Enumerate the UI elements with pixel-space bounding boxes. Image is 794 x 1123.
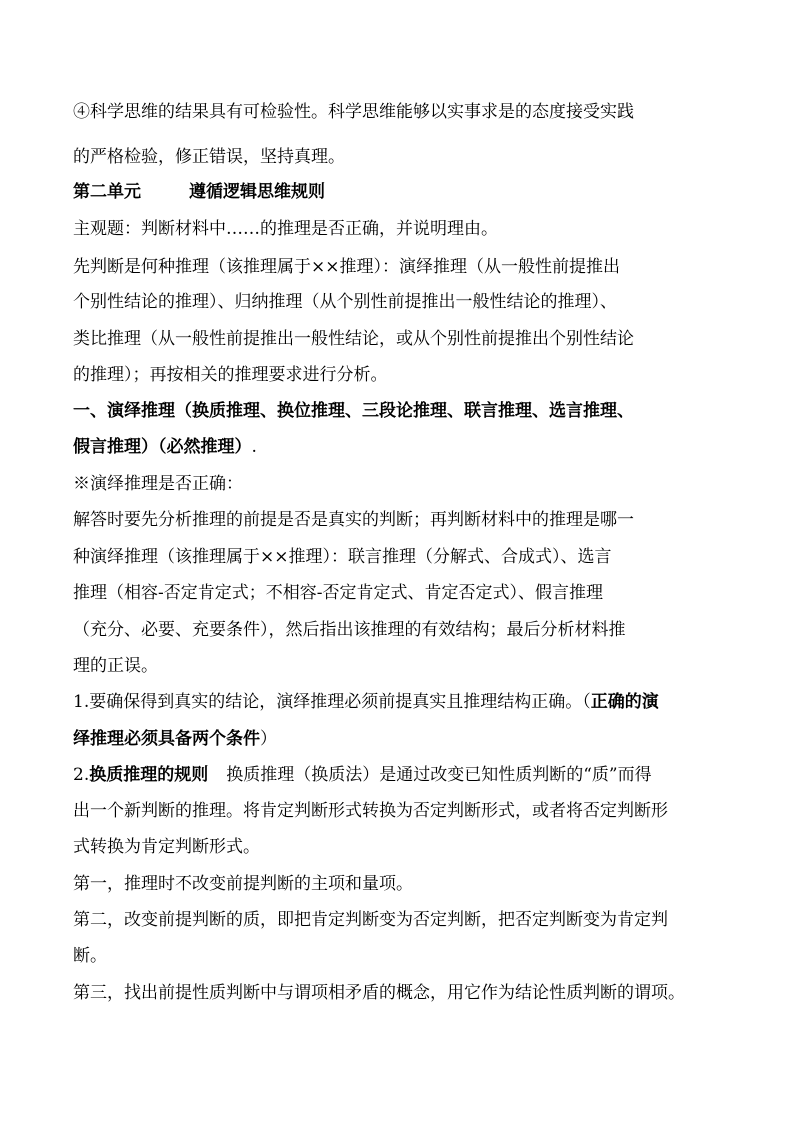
item-2-line: 出一个新判断的推理。将肯定判断形式转换为否定判断形式，或者将否定判断形	[73, 801, 668, 821]
item-2-number: 2.	[73, 765, 90, 785]
method-line: 类比推理（从一般性前提推出一般性结论，或从个别性前提推出个别性结论	[73, 329, 634, 349]
paragraph-line: 的严格检验，修正错误，坚持真理。	[73, 147, 345, 167]
item-2-line: 式转换为肯定判断形式。	[73, 837, 260, 857]
paragraph-line: ④科学思维的结果具有可检验性。科学思维能够以实事求是的态度接受实践	[73, 102, 634, 122]
item-1-line	[73, 727, 733, 751]
item-1-line	[73, 690, 733, 714]
item-1-bold: 绎推理必须具备两个条件	[73, 729, 260, 749]
rule-line: 断。	[73, 946, 107, 966]
question-line: 主观题：判断材料中……的推理是否正确，并说明理由。	[73, 219, 498, 239]
rule-line: 第三，找出前提性质判断中与谓项相矛盾的概念，用它作为结论性质判断的谓项。	[73, 983, 685, 1003]
note-line: 理的正误。	[73, 656, 158, 676]
note-line: （充分、必要、充要条件），然后指出该推理的有效结构；最后分析材料推	[73, 620, 626, 640]
note-line: 种演绎推理（该推理属于××推理）：联言推理（分解式、合成式）、选言	[73, 547, 612, 567]
note-title: ※演绎推理是否正确：	[73, 474, 243, 494]
method-line: 的推理）；再按相关的推理要求进行分析。	[73, 365, 388, 385]
section-heading-tail: .	[251, 437, 257, 457]
unit-heading	[73, 180, 733, 204]
note-line: 解答时要先分析推理的前提是否是真实的判断；再判断材料中的推理是哪一	[73, 510, 634, 530]
rule-line: 第一，推理时不改变前提判断的主项和量项。	[73, 874, 413, 894]
section-heading-bold: 假言推理）（必然推理）	[73, 437, 252, 457]
item-1-text: 1.要确保得到真实的结论，演绎推理必须前提真实且推理结构正确。（	[73, 692, 591, 712]
section-heading	[73, 435, 733, 459]
method-line: 先判断是何种推理（该推理属于××推理）：演绎推理（从一般性前提推出	[73, 257, 620, 277]
item-2-heading: 换质推理的规则	[89, 765, 209, 785]
method-line: 个别性结论的推理）、归纳推理（从个别性前提推出一般性结论的推理）、	[73, 292, 617, 312]
rule-line: 第二，改变前提判断的质，即把肯定判断变为否定判断，把否定判断变为肯定判	[73, 910, 668, 930]
item-1-bold: 正确的演	[590, 692, 659, 712]
note-line: 推理（相容-否定肯定式；不相容-否定肯定式、肯定否定式）、假言推理	[73, 583, 603, 603]
item-2-line	[73, 763, 733, 787]
unit-title: 遵循逻辑思维规则	[189, 182, 325, 202]
section-heading: 一、演绎推理（换质推理、换位推理、三段论推理、联言推理、选言推理、	[73, 401, 634, 421]
item-2-text: 换质推理（换质法）是通过改变已知性质判断的“质”而得	[226, 765, 652, 785]
unit-number: 第二单元	[73, 182, 141, 202]
item-1-tail: ）	[260, 729, 277, 749]
